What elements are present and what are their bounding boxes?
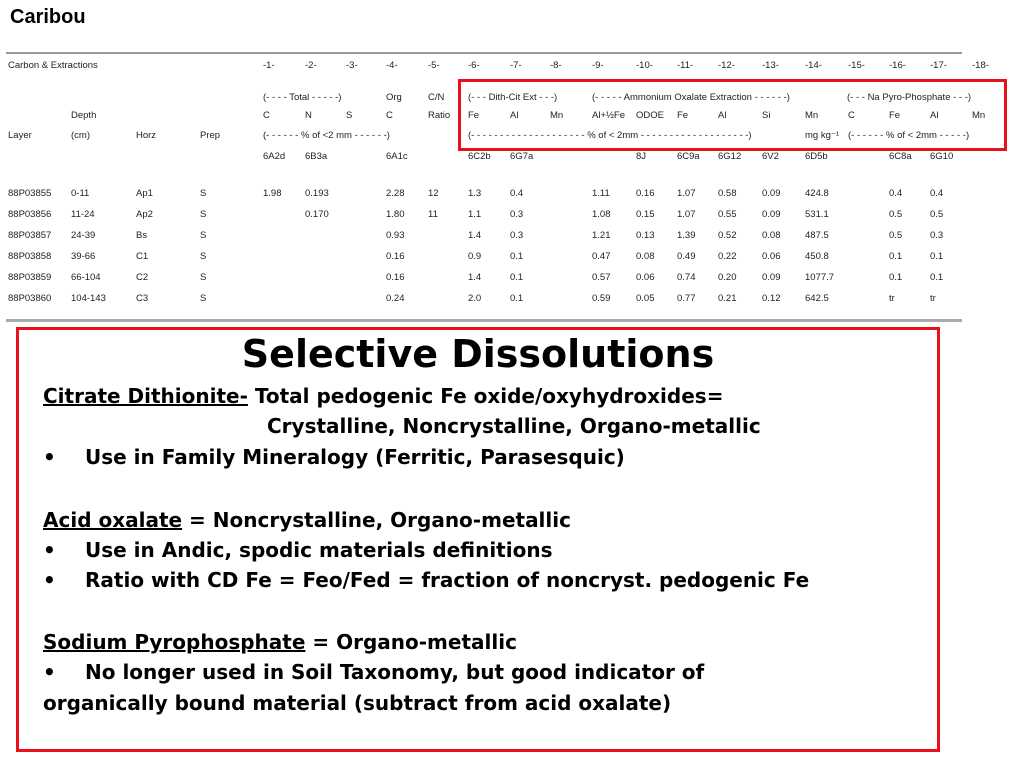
hdr-layer: Layer <box>8 130 32 141</box>
table-cell: 88P03860 <box>8 293 52 304</box>
table-cell: 0.1 <box>889 251 903 262</box>
sp-line <box>43 630 517 654</box>
table-cell: 0.06 <box>762 251 781 262</box>
table-cell: 1.4 <box>468 272 482 283</box>
method-code: 6D5b <box>805 151 828 162</box>
table-cell: 1.21 <box>592 230 611 241</box>
box-heading: Selective Dissolutions <box>241 332 715 376</box>
method-code: 6A2d <box>263 151 286 162</box>
method-code: 8J <box>636 151 647 162</box>
table-cell: 0.55 <box>718 209 737 220</box>
table-cell: 0.4 <box>510 188 524 199</box>
hdr-cm: (cm) <box>71 130 90 141</box>
table-cell: 0.16 <box>386 251 405 262</box>
hdr-mgkg: mg kg⁻¹ <box>805 130 840 141</box>
table-cell: 88P03858 <box>8 251 52 262</box>
table-cell: 0.47 <box>592 251 611 262</box>
table-cell: 39-66 <box>71 251 96 262</box>
table-cell: tr <box>889 293 895 304</box>
table-cell: 0.1 <box>889 272 903 283</box>
column-number: -15- <box>848 60 865 71</box>
table-cell: 0.52 <box>718 230 737 241</box>
table-cell: 0.08 <box>636 251 655 262</box>
column-number: -14- <box>805 60 822 71</box>
header-cell: Fe <box>468 110 480 121</box>
method-code: 6B3a <box>305 151 328 162</box>
header-cell: C <box>848 110 855 121</box>
table-cell: 66-104 <box>71 272 101 283</box>
table-cell: 1.4 <box>468 230 482 241</box>
table-cell: C3 <box>136 293 149 304</box>
group-total: (- - - - Total - - - - -) <box>263 92 342 103</box>
ox-bullet-1-text: Use in Andic, spodic materials definitions <box>85 538 553 562</box>
table-cell: 0.4 <box>930 188 944 199</box>
table-cell: C1 <box>136 251 149 262</box>
table-cell: 642.5 <box>805 293 829 304</box>
table-bottom-rule <box>6 319 962 322</box>
table-cell: 0.1 <box>930 251 944 262</box>
header-cell: C <box>263 110 270 121</box>
column-number: -4- <box>386 60 398 71</box>
table-cell: Ap2 <box>136 209 153 220</box>
header-cell: Ratio <box>428 110 451 121</box>
table-cell: 0.12 <box>762 293 781 304</box>
table-cell: 0.3 <box>930 230 944 241</box>
header-cell: C <box>386 110 393 121</box>
hdr-pct3: (- - - - - - % of < 2mm - - - - -) <box>848 130 970 141</box>
column-number: -12- <box>718 60 735 71</box>
table-cell: 0.49 <box>677 251 696 262</box>
table-cell: Ap1 <box>136 188 153 199</box>
table-cell: 0.20 <box>718 272 737 283</box>
sp-rest: = Organo-metallic <box>305 630 517 654</box>
table-cell: 0.1 <box>510 293 524 304</box>
table-cell: 88P03857 <box>8 230 52 241</box>
column-number: -18- <box>972 60 989 71</box>
table-cell: 88P03855 <box>8 188 52 199</box>
table-cell: 11-24 <box>71 209 95 220</box>
table-cell: 88P03859 <box>8 272 52 283</box>
ox-line <box>43 508 571 532</box>
method-code: 6G12 <box>718 151 742 162</box>
table-cell: 0.57 <box>592 272 611 283</box>
bullet-icon: • <box>43 538 56 562</box>
header-cell: Fe <box>889 110 901 121</box>
method-code: 6C9a <box>677 151 700 162</box>
column-number: -1- <box>263 60 275 71</box>
method-code: 6C2b <box>468 151 491 162</box>
ox-bullet-2 <box>43 568 809 592</box>
selective-dissolutions-box <box>16 327 940 752</box>
ox-rest: = Noncrystalline, Organo-metallic <box>182 508 571 532</box>
table-cell: 12 <box>428 188 439 199</box>
hdr-prep: Prep <box>200 130 221 141</box>
hdr-pct2: (- - - - - - - - - - - - - - - - - - - - % of < 2mm - - - - - - - - - - - - - - - - - - -) <box>468 130 752 141</box>
table-cell: 0.16 <box>636 188 655 199</box>
cd-bullet-1-text: Use in Family Mineralogy (Ferritic, Parasesquic) <box>85 445 625 469</box>
bullet-icon: • <box>43 445 56 469</box>
sp-term: Sodium Pyrophosphate <box>43 630 306 654</box>
table-cell: 0.5 <box>889 209 903 220</box>
section-label: Carbon & Extractions <box>8 60 98 71</box>
ox-term: Acid oxalate <box>43 508 183 532</box>
table-cell: 0.1 <box>930 272 944 283</box>
table-cell: 1.98 <box>263 188 282 199</box>
table-cell: 0.93 <box>386 230 405 241</box>
table-cell: 0.58 <box>718 188 737 199</box>
table-cell: 1.1 <box>468 209 482 220</box>
method-code: 6G7a <box>510 151 534 162</box>
header-cell: S <box>346 110 353 121</box>
table-cell: S <box>200 209 207 220</box>
table-cell: 0.193 <box>305 188 329 199</box>
sp-line2: organically bound material (subtract from acid oxalate) <box>43 691 672 715</box>
column-number: -6- <box>468 60 480 71</box>
group-dith: (- - - Dith-Cit Ext - - -) <box>468 92 558 103</box>
group-cn: C/N <box>428 92 445 103</box>
column-number: -3- <box>346 60 358 71</box>
column-number: -9- <box>592 60 604 71</box>
sp-bullet-1 <box>43 660 704 684</box>
column-number: -2- <box>305 60 317 71</box>
ox-bullet-2-text: Ratio with CD Fe = Feo/Fed = fraction of noncryst. pedogenic Fe <box>85 568 810 592</box>
column-number: -17- <box>930 60 947 71</box>
table-cell: S <box>200 230 207 241</box>
table-cell: 2.28 <box>386 188 405 199</box>
header-cell: Mn <box>972 110 986 121</box>
cd-rest: Total pedogenic Fe oxide/oxyhydroxides= <box>247 384 724 408</box>
table-cell: 0.3 <box>510 230 524 241</box>
cd-term: Citrate Dithionite- <box>43 384 248 408</box>
table-cell: 1.07 <box>677 209 696 220</box>
column-number: -5- <box>428 60 440 71</box>
table-cell: 88P03856 <box>8 209 52 220</box>
table-cell: tr <box>930 293 936 304</box>
table-cell: 0.08 <box>762 230 781 241</box>
table-cell: 0.9 <box>468 251 482 262</box>
table-top-rule <box>6 52 962 54</box>
table-cell: 487.5 <box>805 230 829 241</box>
header-cell: Mn <box>550 110 564 121</box>
table-cell: 0.15 <box>636 209 655 220</box>
header-cell: Si <box>762 110 771 121</box>
table-cell: 1.11 <box>592 188 610 199</box>
table-cell: 1.80 <box>386 209 405 220</box>
table-cell: 104-143 <box>71 293 106 304</box>
cd-line <box>43 384 723 408</box>
header-cell: Al <box>930 110 939 121</box>
table-cell: 0.09 <box>762 209 781 220</box>
table-cell: 0.59 <box>592 293 611 304</box>
table-cell: 0.3 <box>510 209 524 220</box>
table-cell: S <box>200 251 207 262</box>
table-cell: C2 <box>136 272 149 283</box>
ox-bullet-1 <box>43 538 552 562</box>
table-cell: 0.09 <box>762 188 781 199</box>
table-cell: 1077.7 <box>805 272 835 283</box>
column-number: -7- <box>510 60 522 71</box>
header-cell: Fe <box>677 110 689 121</box>
method-code: 6G10 <box>930 151 954 162</box>
header-cell: Al+½Fe <box>592 110 626 121</box>
table-cell: 1.08 <box>592 209 611 220</box>
table-cell: 450.8 <box>805 251 829 262</box>
table-cell: 0.13 <box>636 230 655 241</box>
table-cell: S <box>200 188 207 199</box>
header-cell: ODOE <box>636 110 664 121</box>
table-cell: 0.77 <box>677 293 696 304</box>
column-number: -16- <box>889 60 906 71</box>
page-title: Caribou <box>10 6 86 28</box>
header-cell: Al <box>510 110 519 121</box>
table-cell: 0.4 <box>889 188 903 199</box>
bullet-icon: • <box>43 568 56 592</box>
table-cell: S <box>200 272 207 283</box>
sp-bullet-1-text: No longer used in Soil Taxonomy, but good indicator of <box>85 660 705 684</box>
group-pyro: (- - - Na Pyro-Phosphate - - -) <box>847 92 972 103</box>
table-cell: 0.22 <box>718 251 737 262</box>
table-cell: 0.5 <box>889 230 903 241</box>
table-cell: 0.21 <box>718 293 737 304</box>
cd-bullet-1 <box>43 445 625 469</box>
column-number: -8- <box>550 60 562 71</box>
table-cell: 0.1 <box>510 251 524 262</box>
hdr-depth: Depth <box>71 110 97 121</box>
hdr-horz: Horz <box>136 130 157 141</box>
method-code: 6C8a <box>889 151 912 162</box>
table-cell: 0.06 <box>636 272 655 283</box>
table-cell: 531.1 <box>805 209 829 220</box>
table-cell: 424.8 <box>805 188 829 199</box>
bullet-icon: • <box>43 660 56 684</box>
table-cell: Bs <box>136 230 148 241</box>
header-cell: N <box>305 110 312 121</box>
table-cell: S <box>200 293 207 304</box>
column-number: -11- <box>677 60 694 71</box>
group-oxalate: (- - - - - Ammonium Oxalate Extraction - - - - - -) <box>592 92 790 103</box>
column-number: -13- <box>762 60 779 71</box>
table-cell: 0.170 <box>305 209 329 220</box>
table-cell: 24-39 <box>71 230 96 241</box>
column-number: -10- <box>636 60 653 71</box>
table-cell: 0-11 <box>71 188 90 199</box>
group-org: Org <box>386 92 402 103</box>
cd-line2: Crystalline, Noncrystalline, Organo-metallic <box>267 414 761 438</box>
table-cell: 1.07 <box>677 188 696 199</box>
table-cell: 0.05 <box>636 293 655 304</box>
table-cell: 0.09 <box>762 272 781 283</box>
method-code: 6V2 <box>762 151 779 162</box>
table-cell: 0.1 <box>510 272 524 283</box>
table-cell: 0.16 <box>386 272 405 283</box>
table-cell: 0.24 <box>386 293 405 304</box>
table-cell: 0.5 <box>930 209 944 220</box>
hdr-pct1: (- - - - - - % of <2 mm - - - - - -) <box>263 130 390 141</box>
table-cell: 1.3 <box>468 188 482 199</box>
highlight-box-extractions <box>458 79 1007 151</box>
table-cell: 0.74 <box>677 272 696 283</box>
method-code: 6A1c <box>386 151 408 162</box>
table-cell: 2.0 <box>468 293 482 304</box>
table-cell: 11 <box>428 209 438 220</box>
header-cell: Al <box>718 110 727 121</box>
table-cell: 1.39 <box>677 230 696 241</box>
header-cell: Mn <box>805 110 819 121</box>
